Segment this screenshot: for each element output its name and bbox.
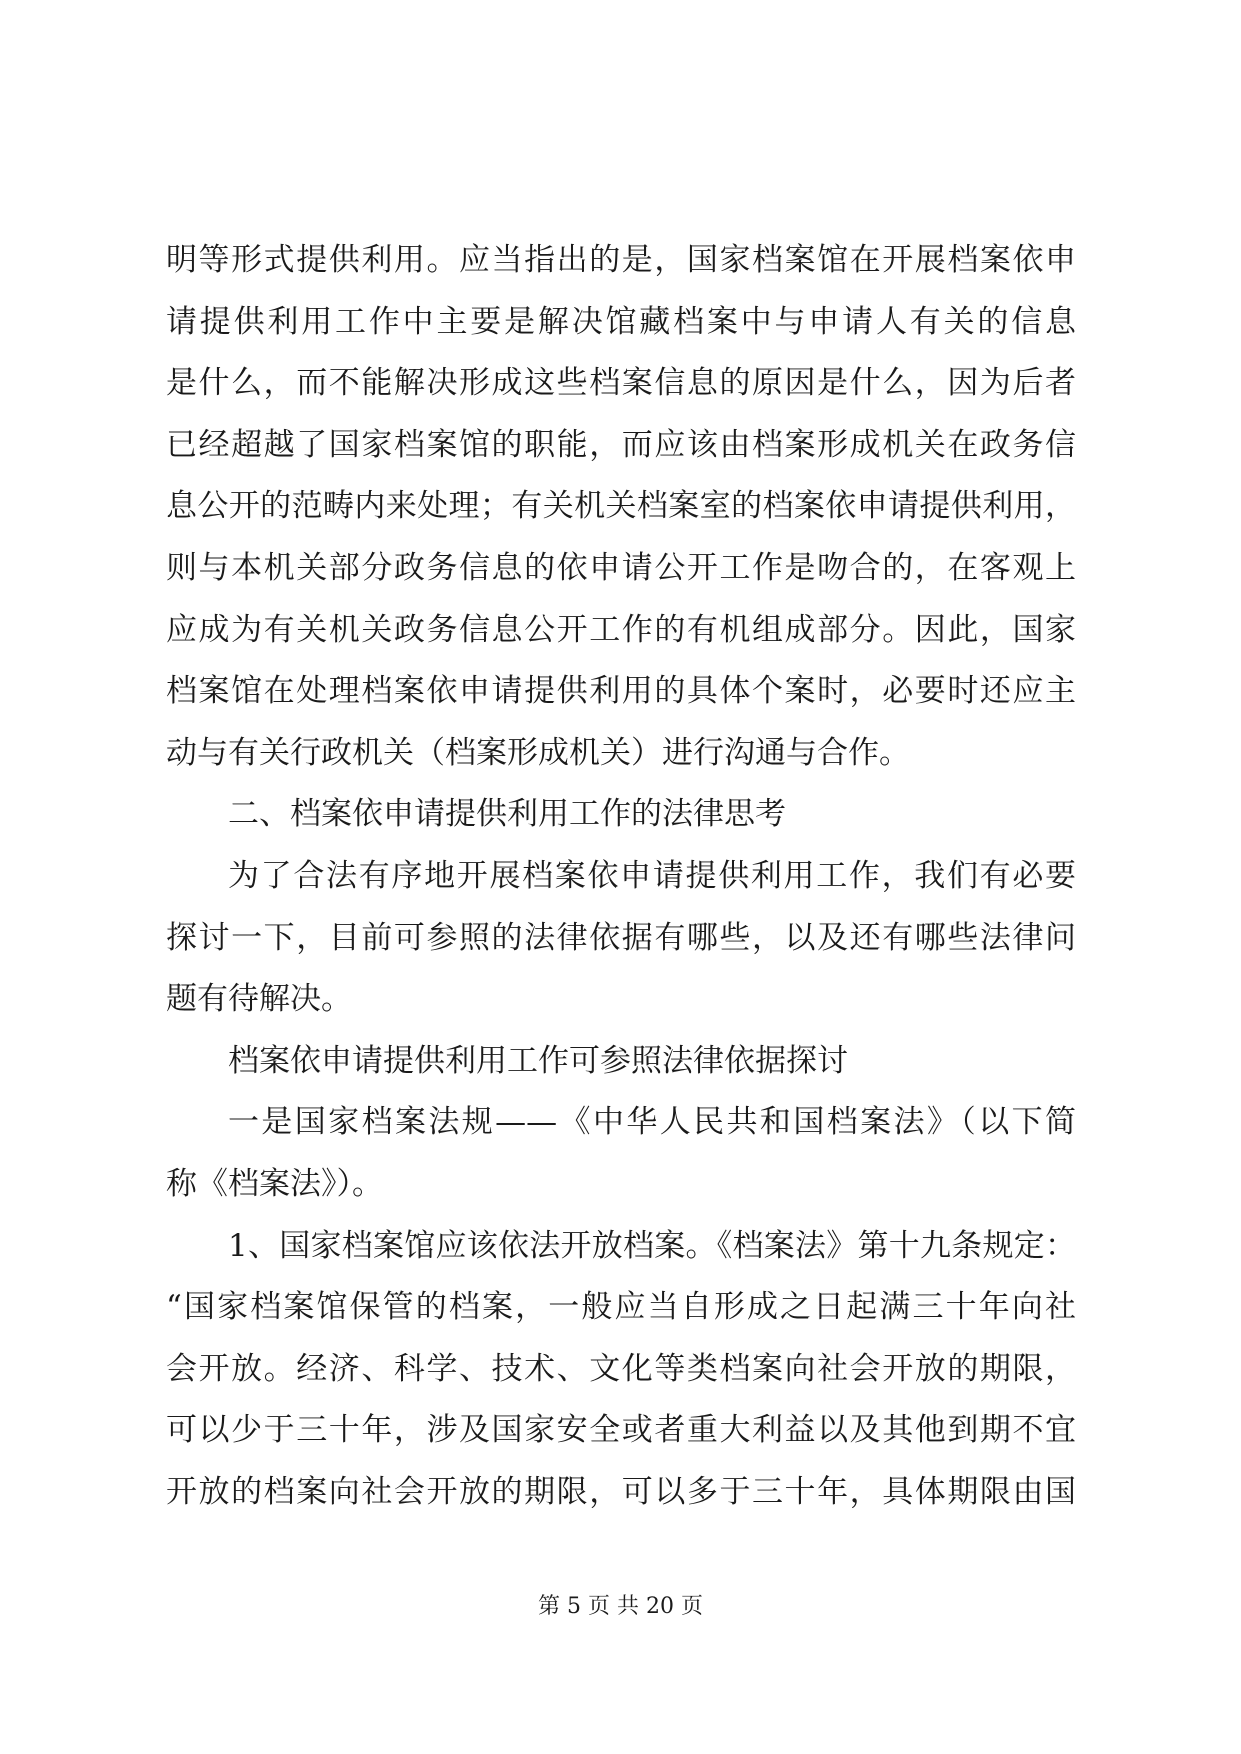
text-line: 动与有关行政机关（档案形成机关）进行沟通与合作。 [166, 734, 910, 771]
text-line: 开放的档案向社会开放的期限，可以多于三十年，具体期限由国 [166, 1473, 1076, 1510]
text-line: “国家档案馆保管的档案，一般应当自形成之日起满三十年向社 [166, 1289, 1076, 1326]
text-line: 应成为有关机关政务信息公开工作的有机组成部分。因此，国家 [166, 611, 1076, 648]
text-line: 题有待解决。 [166, 981, 352, 1018]
text-line: 是什么，而不能解决形成这些档案信息的原因是什么，因为后者 [166, 365, 1076, 402]
text-line: 探讨一下，目前可参照的法律依据有哪些，以及还有哪些法律问 [166, 919, 1076, 956]
section-heading: 二、档案依申请提供利用工作的法律思考 [228, 796, 786, 833]
text-line: 则与本机关部分政务信息的依申请公开工作是吻合的，在客观上 [166, 549, 1076, 586]
text-line: 明等形式提供利用。应当指出的是，国家档案馆在开展档案依申 [166, 242, 1076, 278]
text-line: 一是国家档案法规——《中华人民共和国档案法》（以下简 [228, 1104, 1076, 1141]
text-line: 息公开的范畴内来处理；有关机关档案室的档案依申请提供利用， [166, 488, 1076, 525]
page-footer [0, 1592, 1241, 1622]
text-line: 档案馆在处理档案依申请提供利用的具体个案时，必要时还应主 [166, 673, 1076, 710]
text-line: 为了合法有序地开展档案依申请提供利用工作，我们有必要 [228, 857, 1076, 894]
document-body [166, 230, 1076, 1523]
text-line: 可以少于三十年，涉及国家安全或者重大利益以及其他到期不宜 [166, 1412, 1076, 1449]
text-line: 已经超越了国家档案馆的职能，而应该由档案形成机关在政务信 [166, 426, 1076, 463]
page-number-label: 第 5 页 共 20 页 [538, 1594, 703, 1619]
text-line: 会开放。经济、科学、技术、文化等类档案向社会开放的期限， [166, 1350, 1076, 1387]
text-line: 称《档案法》）。 [166, 1165, 383, 1202]
subsection-heading: 档案依申请提供利用工作可参照法律依据探讨 [228, 1042, 848, 1079]
text-line: 1、国家档案馆应该依法开放档案。《档案法》第十九条规定： [228, 1227, 1076, 1264]
text-line: 请提供利用工作中主要是解决馆藏档案中与申请人有关的信息 [166, 303, 1076, 340]
